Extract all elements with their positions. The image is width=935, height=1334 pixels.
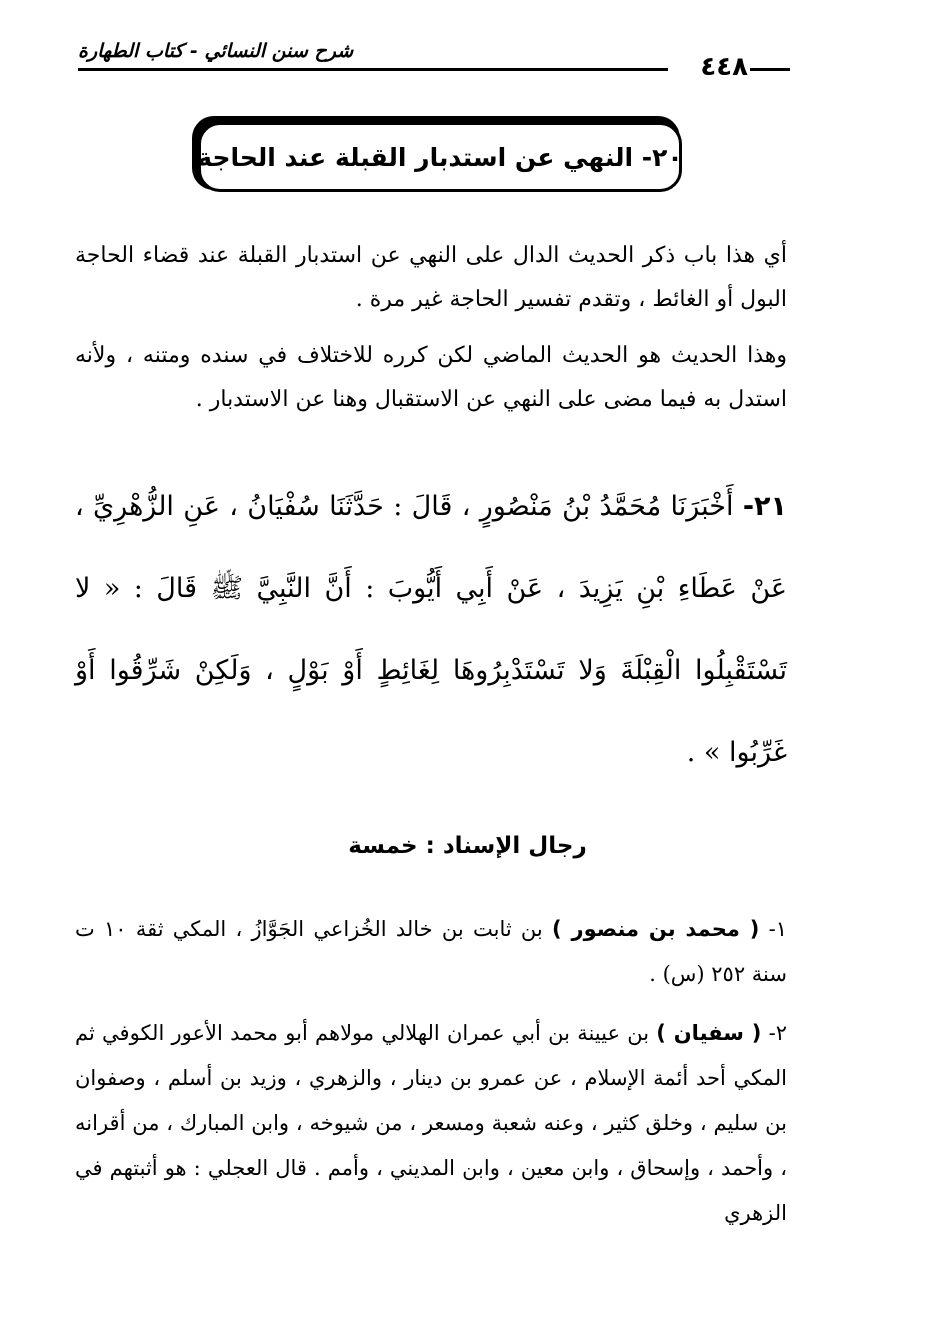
- chapter-title: ٢٠- النهي عن استدبار القبلة عند الحاجة: [197, 142, 683, 172]
- narrator-entry-2: [75, 1011, 787, 1236]
- narrator-number: ٢-: [761, 1021, 788, 1045]
- commentary-paragraph-2: وهذا الحديث هو الحديث الماضي لكن كرره للاختلاف في سنده ومتنه ، ولأنه استدل به فيما مضى على النهي عن الاستقبال وهنا عن الاستدبار .: [75, 343, 787, 412]
- running-title: شرح سنن النسائي - كتاب الطهارة: [78, 40, 354, 62]
- hadith-text-block: [75, 466, 787, 794]
- page-number: ٤٤٨: [700, 52, 748, 82]
- narrators-heading: رجال الإسناد : خمسة: [348, 833, 587, 859]
- narrator-number: ١-: [759, 917, 787, 941]
- running-header: [78, 40, 790, 80]
- narrator-description: بن ثابت بن خالد الخُزاعي الجَوَّازُ ، المكي ثقة ١٠ ت سنة ٢٥٢ (س) .: [75, 917, 787, 986]
- hadith-text: أَخْبَرَنَا مُحَمَّدُ بْنُ مَنْصُورٍ ، قَالَ : حَدَّثَنَا سُفْيَانُ ، عَنِ الزُّهْرِيِّ ، عَنْ عَطَاءِ بْنِ يَزِيدَ ، عَنْ أَبِي أَيُّوبَ : أَنَّ النَّبِيَّ ﷺ قَالَ : « لا تَسْتَقْبِلُوا الْقِبْلَةَ وَلا تَسْتَدْبِرُوهَا لِغَائِطٍ أَوْ بَوْلٍ ، وَلَكِنْ شَرِّقُوا أَوْ غَرِّبُوا » .: [75, 491, 787, 768]
- narrator-description: بن عيينة بن أبي عمران الهلالي مولاهم أبو محمد الأعور الكوفي ثم المكي أحد أئمة الإسلام ، عن عمرو بن دينار ، والزهري ، وزيد بن أسلم ، وصفوان بن سليم ، وخلق كثير ، وعنه شعبة ومسعر ، من شيوخه ، وابن المبارك ، من أقرانه ، وأحمد ، وإسحاق ، وابن معين ، وابن المديني ، وأمم . قال العجلي : هو أثبتهم في الزهري: [75, 1021, 787, 1225]
- narrator-name: ( محمد بن منصور ): [552, 917, 760, 941]
- chapter-title-frame: [192, 116, 688, 198]
- hadith-number: ٢١-: [742, 491, 787, 522]
- header-rule: [78, 68, 668, 71]
- chapter-title-box: [198, 122, 682, 192]
- narrator-name: ( سفيان ): [656, 1021, 762, 1045]
- commentary-paragraph-1: أي هذا باب ذكر الحديث الدال على النهي عن استدبار القبلة عند قضاء الحاجة البول أو الغائط ، وتقدم تفسير الحاجة غير مرة .: [75, 243, 787, 312]
- header-rule-short: [750, 68, 790, 71]
- narrator-entry-1: [75, 907, 787, 997]
